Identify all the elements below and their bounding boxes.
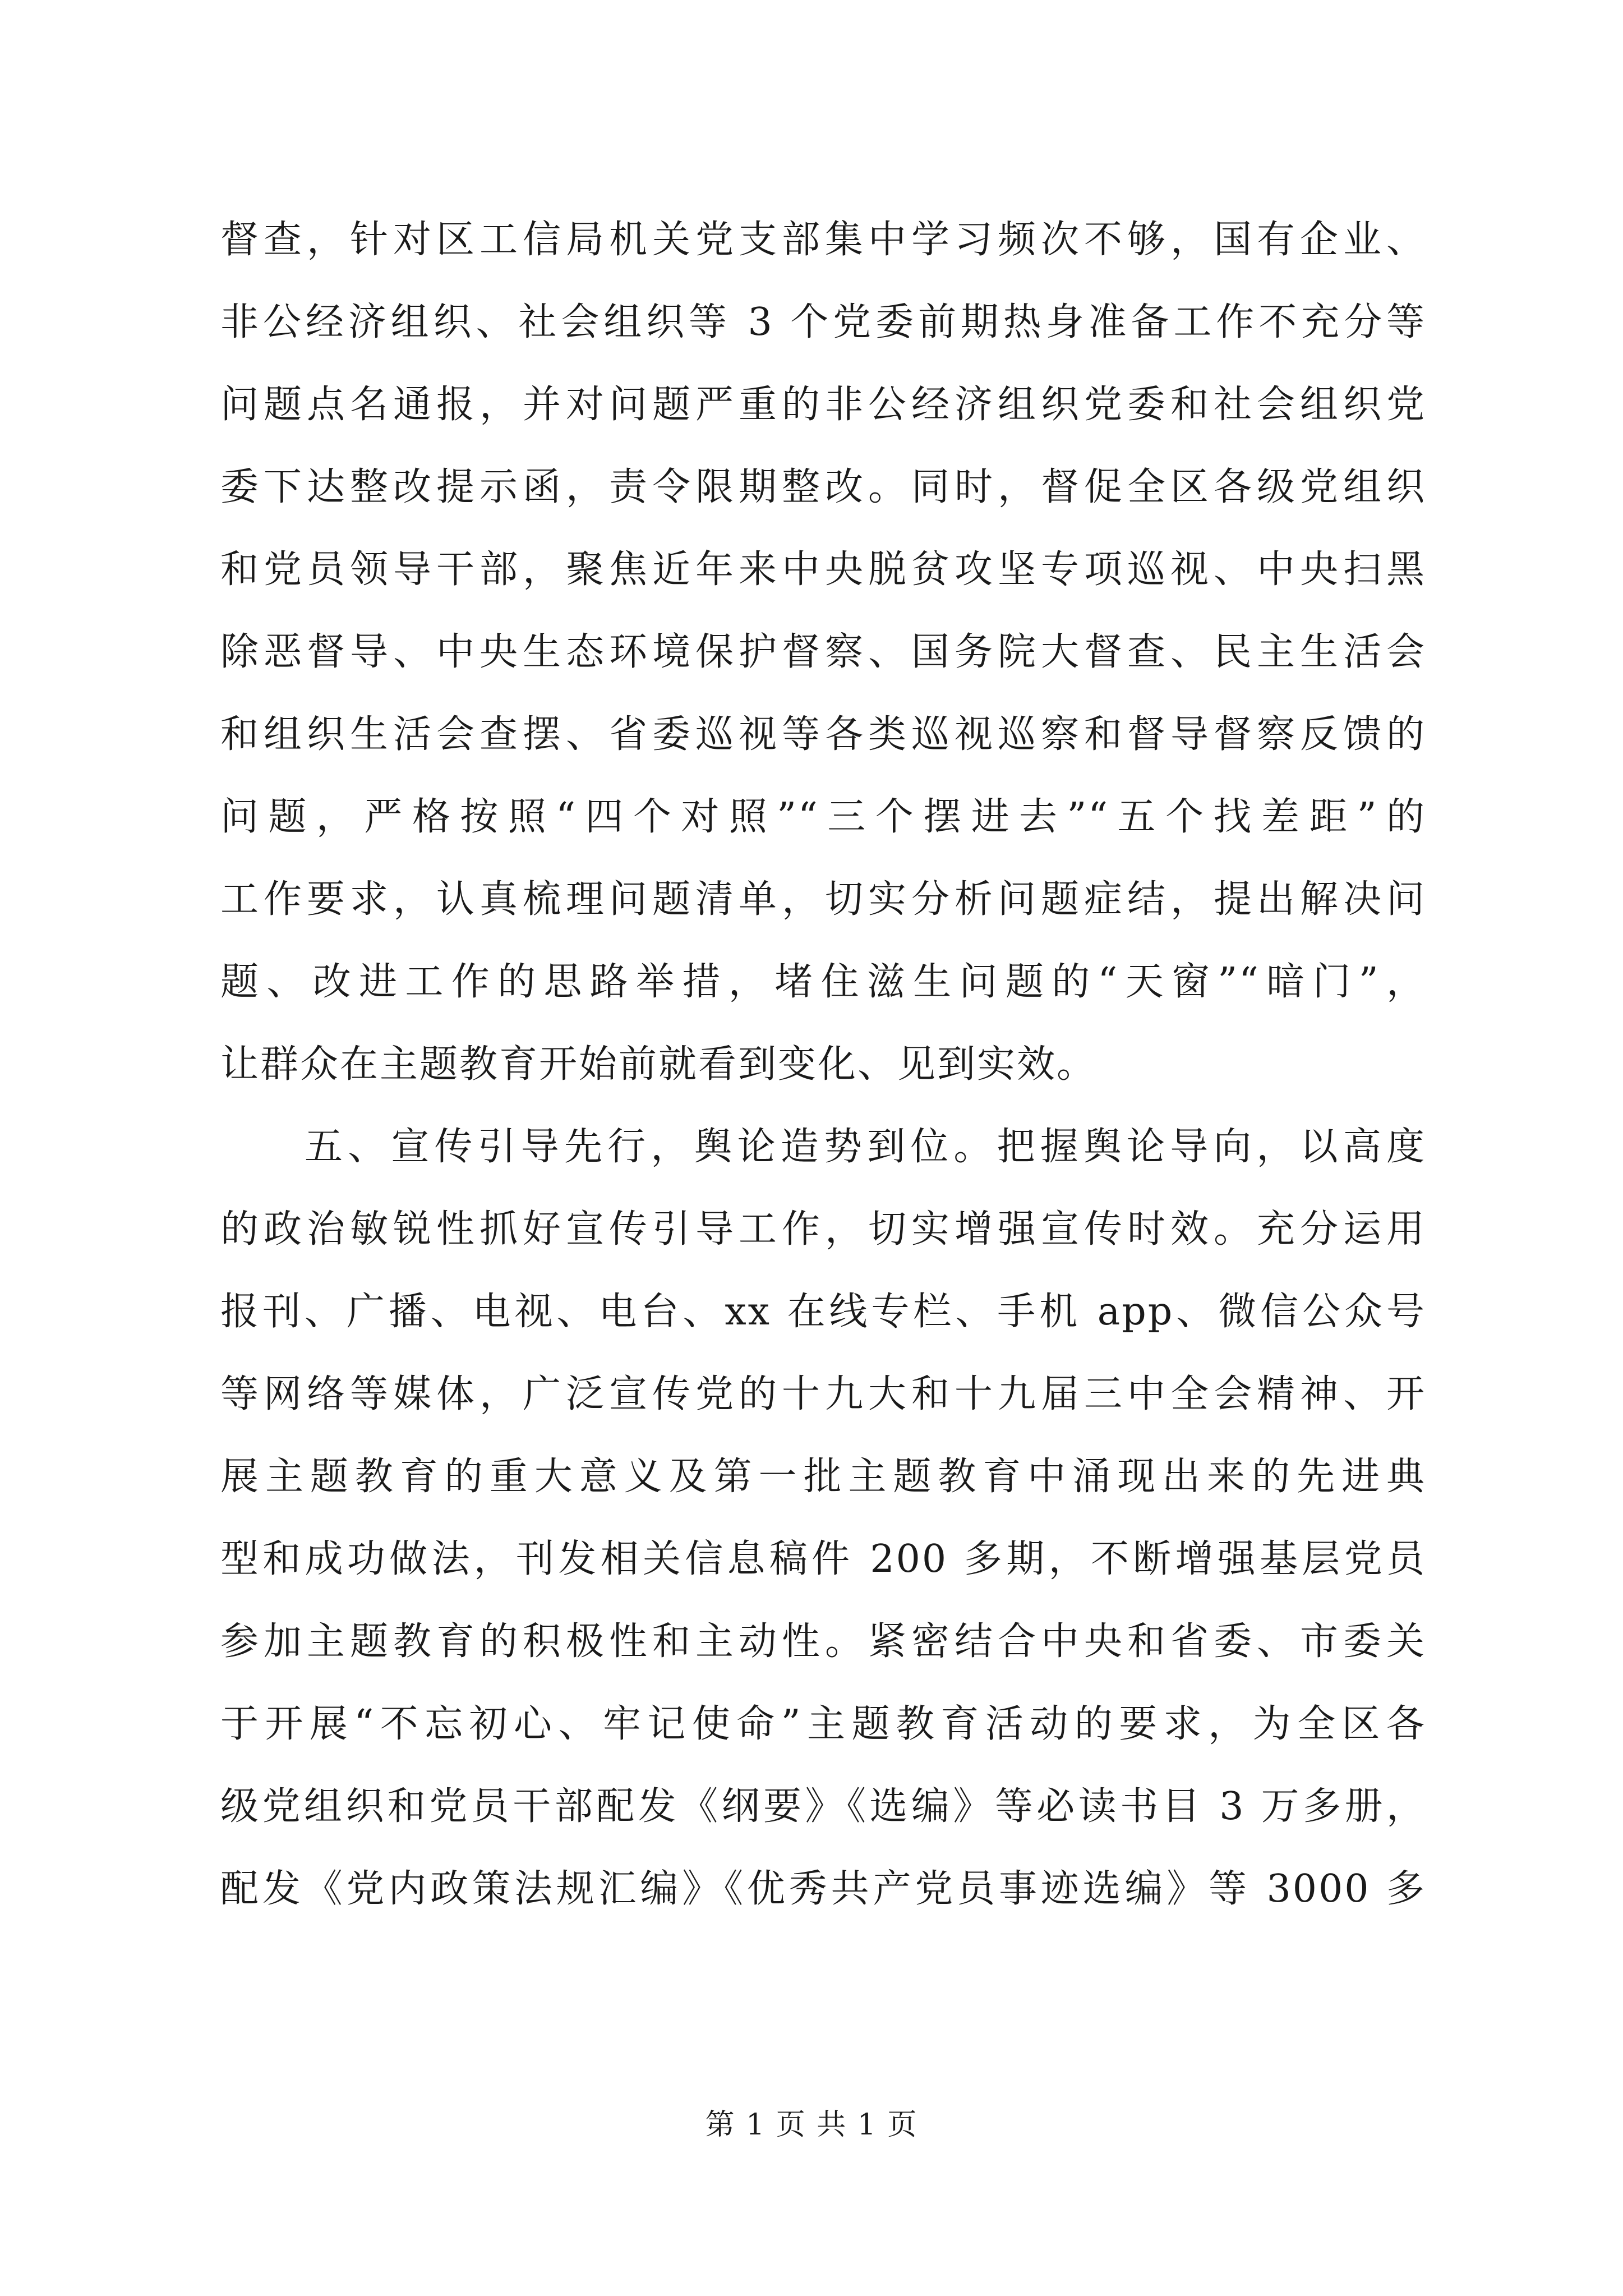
text-line: 型和成功做法，刊发相关信息稿件 200 多期，不断增强基层党员 xyxy=(220,1537,1426,1581)
text-line: 于开展“不忘初心、牢记使命”主题教育活动的要求，为全区各 xyxy=(220,1702,1426,1746)
text-line: 和组织生活会查摆、省委巡视等各类巡视巡察和督导督察反馈的 xyxy=(220,712,1426,757)
text-line: 报刊、广播、电视、电台、xx 在线专栏、手机 app、微信公众号 xyxy=(220,1290,1426,1334)
text-line: 级党组织和党员干部配发《纲要》《选编》等必读书目 3 万多册， xyxy=(220,1784,1426,1829)
text-line: 问题，严格按照“四个对照”“三个摆进去”“五个找差距”的 xyxy=(220,795,1426,839)
text-line: 非公经济组织、社会组织等 3 个党委前期热身准备工作不充分等 xyxy=(220,300,1426,344)
section-heading-line: 五、宣传引导先行，舆论造势到位。把握舆论导向，以高度 xyxy=(305,1125,1426,1169)
text-line: 让群众在主题教育开始前就看到变化、见到实效。 xyxy=(220,1042,1097,1087)
text-line: 参加主题教育的积极性和主动性。紧密结合中央和省委、市委关 xyxy=(220,1619,1426,1664)
text-line: 除恶督导、中央生态环境保护督察、国务院大督查、民主生活会 xyxy=(220,630,1426,674)
text-line: 和党员领导干部，聚焦近年来中央脱贫攻坚专项巡视、中央扫黑 xyxy=(220,547,1426,592)
text-line: 展主题教育的重大意义及第一批主题教育中涌现出来的先进典 xyxy=(220,1455,1426,1499)
document-body xyxy=(220,199,1426,1930)
text-line: 问题点名通报，并对问题严重的非公经济组织党委和社会组织党 xyxy=(220,383,1426,427)
text-line: 委下达整改提示函，责令限期整改。同时，督促全区各级党组织 xyxy=(220,465,1426,509)
text-line: 配发《党内政策法规汇编》《优秀共产党员事迹选编》等 3000 多 xyxy=(220,1867,1426,1911)
text-line: 的政治敏锐性抓好宣传引导工作，切实增强宣传时效。充分运用 xyxy=(220,1207,1426,1251)
page-number-footer: 第 1 页 共 1 页 xyxy=(705,2108,918,2142)
text-line: 工作要求，认真梳理问题清单，切实分析问题症结，提出解决问 xyxy=(220,877,1426,922)
text-line: 等网络等媒体，广泛宣传党的十九大和十九届三中全会精神、开 xyxy=(220,1372,1426,1416)
text-line: 题、改进工作的思路举措，堵住滋生问题的“天窗”“暗门”， xyxy=(220,960,1426,1004)
text-line: 督查，针对区工信局机关党支部集中学习频次不够，国有企业、 xyxy=(220,218,1426,262)
